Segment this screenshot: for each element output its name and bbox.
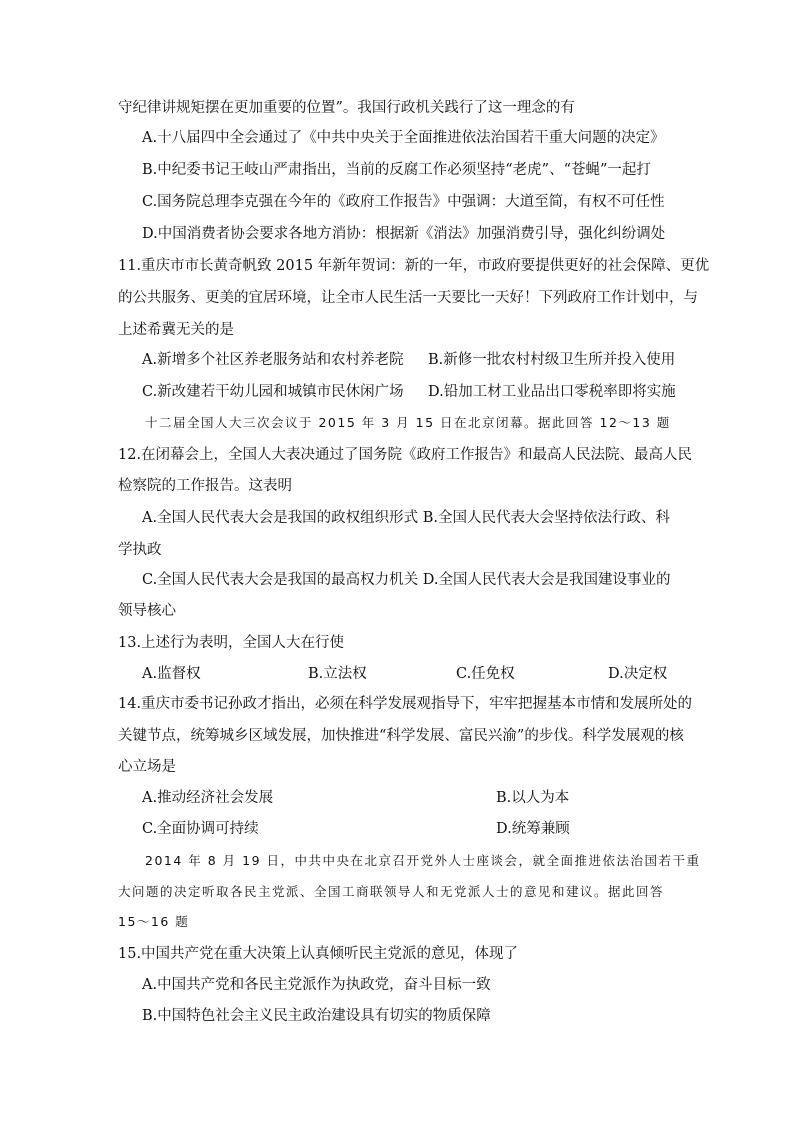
q10-option-d: D.中国消费者协会要求各地方消协：根据新《消法》加强消费引导，强化纠纷调处 bbox=[142, 226, 666, 242]
q13-option-a: A.监督权 bbox=[142, 666, 201, 682]
q12-option-d-wrap: 领导核心 bbox=[118, 603, 176, 619]
q12-option-b-wrap: 学执政 bbox=[118, 542, 162, 558]
q13-option-c: C.任免权 bbox=[456, 666, 515, 682]
q11-stem-line-1: 11.重庆市市长黄奇帆致 2015 年新年贺词：新的一年，市政府要提供更好的社会保障、更优 bbox=[118, 258, 710, 274]
q13-option-d: D.决定权 bbox=[608, 666, 668, 682]
q10-stem-tail: 守纪律讲规矩摆在更加重要的位置”。我国行政机关践行了这一理念的有 bbox=[118, 100, 575, 116]
q15-stem: 15.中国共产党在重大决策上认真倾听民主党派的意见，体现了 bbox=[118, 946, 519, 962]
q12-options-ab: A.全国人民代表大会是我国的政权组织形式 B.全国人民代表大会坚持依法行政、科 bbox=[142, 510, 670, 526]
q11-option-d: D.铅加工材工业品出口零税率即将实施 bbox=[428, 384, 676, 400]
q11-stem-line-3: 上述希冀无关的是 bbox=[118, 322, 234, 338]
q14-stem-line-1: 14.重庆市委书记孙政才指出，必须在科学发展观指导下，牢牢把握基本市情和发展所处的 bbox=[118, 696, 693, 712]
q15-option-b: B.中国特色社会主义民主政治建设具有切实的物质保障 bbox=[142, 1008, 491, 1024]
q10-option-b: B.中纪委书记王岐山严肃指出，当前的反腐工作必须坚持“老虎”、“苍蝇”一起打 bbox=[142, 162, 651, 178]
q10-option-a: A.十八届四中全会通过了《中共中央关于全面推进依法治国若干重大问题的决定》 bbox=[142, 130, 665, 146]
section-note-15-16-line-3: 15～16 题 bbox=[118, 914, 190, 929]
section-note-12-13: 十二届全国人大三次会议于 2015 年 3 月 15 日在北京闭幕。据此回答 12～13 题 bbox=[145, 415, 671, 430]
section-note-15-16-line-2: 大问题的决定听取各民主党派、全国工商联领导人和无党派人士的意见和建议。据此回答 bbox=[118, 884, 665, 899]
section-note-15-16-line-1: 2014 年 8 月 19 日，中共中央在北京召开党外人士座谈会，就全面推进依法治国若干重 bbox=[145, 853, 701, 868]
q12-stem-line-1: 12.在闭幕会上，全国人大表决通过了国务院《政府工作报告》和最高人民法院、最高人民 bbox=[118, 447, 693, 463]
q14-option-d: D.统筹兼顾 bbox=[496, 821, 570, 837]
q11-stem-line-2: 的公共服务、更美的宜居环境，让全市人民生活一天要比一天好！下列政府工作计划中，与 bbox=[118, 290, 698, 306]
q11-option-a: A.新增多个社区养老服务站和农村养老院 bbox=[142, 352, 404, 368]
q15-option-a: A.中国共产党和各民主党派作为执政党，奋斗目标一致 bbox=[142, 977, 491, 993]
q10-option-c: C.国务院总理李克强在今年的《政府工作报告》中强调：大道至简，有权不可任性 bbox=[142, 194, 665, 210]
q13-stem: 13.上述行为表明，全国人大在行使 bbox=[118, 635, 345, 651]
q13-option-b: B.立法权 bbox=[308, 666, 367, 682]
q14-option-c: C.全面协调可持续 bbox=[142, 821, 259, 837]
q14-stem-line-3: 心立场是 bbox=[118, 759, 176, 775]
q11-option-c: C.新改建若干幼儿园和城镇市民休闲广场 bbox=[142, 384, 404, 400]
q11-option-b: B.新修一批农村村级卫生所并投入使用 bbox=[428, 352, 676, 368]
q12-stem-line-2: 检察院的工作报告。这表明 bbox=[118, 478, 292, 494]
q14-option-a: A.推动经济社会发展 bbox=[142, 790, 274, 806]
q12-options-cd: C.全国人民代表大会是我国的最高权力机关 D.全国人民代表大会是我国建设事业的 bbox=[142, 572, 671, 588]
q14-option-b: B.以人为本 bbox=[496, 790, 570, 806]
q14-stem-line-2: 关键节点，统筹城乡区域发展，加快推进“科学发展、富民兴渝”的步伐。科学发展观的核 bbox=[118, 728, 684, 744]
